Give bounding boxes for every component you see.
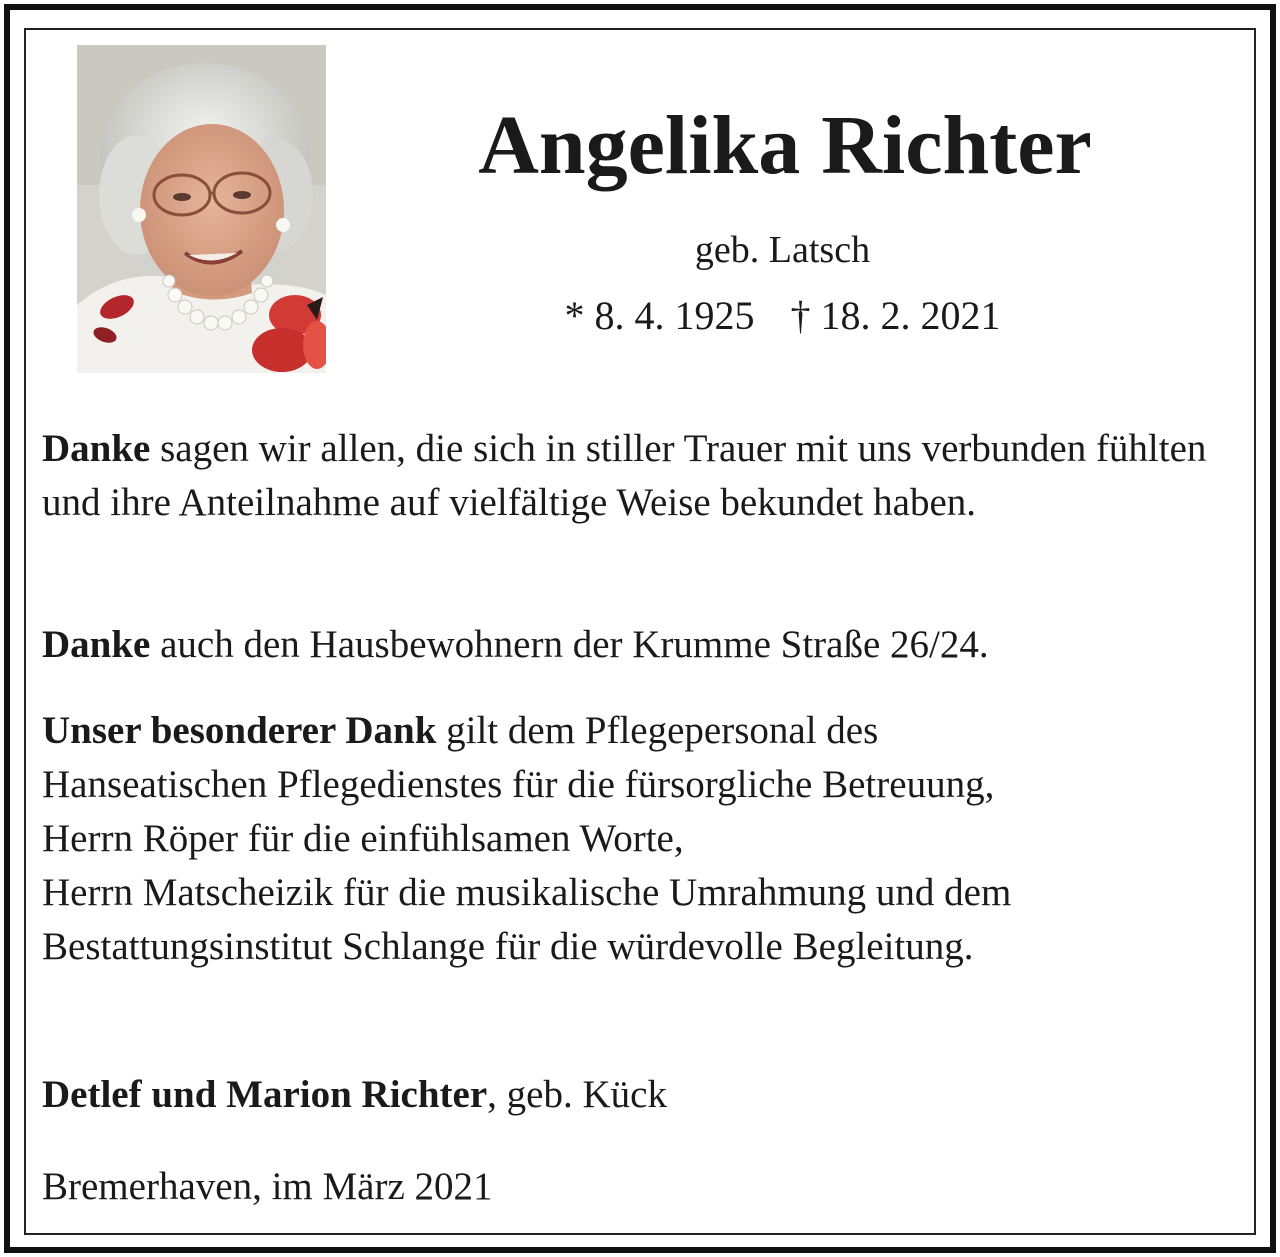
portrait-photo	[77, 45, 326, 373]
thanks-lead: Danke	[42, 623, 151, 666]
thanks-paragraph-residents	[42, 618, 1242, 672]
place-date: Bremerhaven, im März 2021	[42, 1165, 493, 1208]
special-thanks-line: Herrn Röper für die einfühlsamen Worte,	[42, 817, 684, 860]
signature-suffix: , geb. Kück	[487, 1073, 667, 1116]
thanks-lead: Danke	[42, 427, 151, 470]
signature-names: Detlef und Marion Richter	[42, 1073, 488, 1116]
life-dates	[380, 292, 1185, 340]
special-thanks-line	[42, 704, 1242, 758]
thanks-text: sagen wir allen, die sich in stiller Trauer mit uns verbunden fühlten und ihre Anteilnahme auf vielfältige Weise bekundet haben.	[42, 427, 1207, 524]
special-thanks-line: Hanseatischen Pflegedienstes für die fürsorgliche Betreuung,	[42, 763, 995, 806]
thanks-text: auch den Hausbewohnern der Krumme Straße 26/24.	[150, 623, 989, 666]
special-thanks-text: gilt dem Pflegepersonal des	[436, 709, 879, 752]
special-thanks-line: Bestattungsinstitut Schlange für die würdevolle Begleitung.	[42, 925, 974, 968]
deceased-name: Angelika Richter	[478, 99, 1092, 192]
special-thanks-line: Herrn Matscheizik für die musikalische Umrahmung und dem	[42, 871, 1012, 914]
maiden-name: geb. Latsch	[694, 229, 871, 271]
death-date: † 18. 2. 2021	[790, 293, 1001, 338]
birth-date: * 8. 4. 1925	[564, 293, 755, 338]
signature	[42, 1068, 1242, 1122]
thanks-paragraph-general	[42, 422, 1242, 530]
special-thanks-paragraph	[42, 704, 1242, 974]
special-thanks-lead: Unser besonderer Dank	[42, 709, 437, 752]
